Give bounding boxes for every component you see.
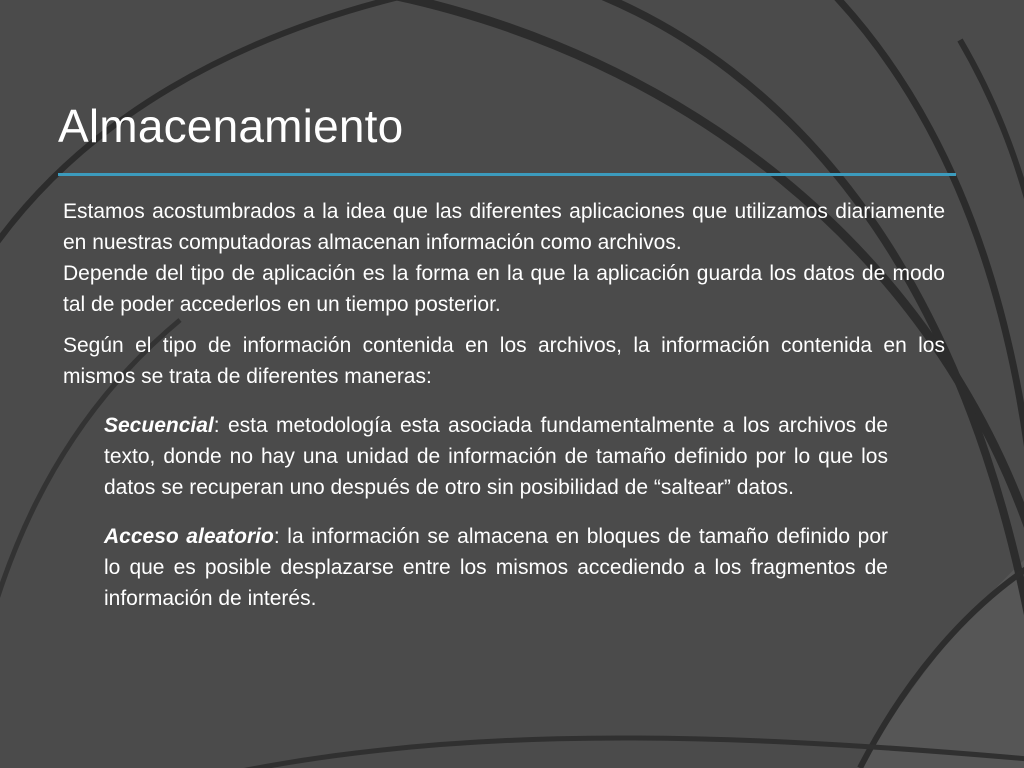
paragraph-application-dependence: Depende del tipo de aplicación es la forma en la que la aplicación guarda los datos de modo tal de poder accederlos en un tiempo posterior. [63,262,945,316]
title-underline [58,173,956,176]
description-sequential: : esta metodología esta asociada fundamentalmente a los archivos de texto, donde no hay una unidad de información de tamaño definido por lo que los datos se recuperan uno después de otro sin posibilidad de “saltear” datos. [104,414,888,499]
term-sequential: Secuencial [104,414,214,437]
description-random-access: : la información se almacena en bloques de tamaño definido por lo que es posible desplazarse entre los mismos accediendo a los fragmentos de información de interés. [104,525,888,610]
list-item-random-access [104,521,888,614]
paragraph-info-types: Según el tipo de información contenida en los archivos, la información contenida en los mismos se trata de diferentes maneras: [63,334,945,388]
slide-title: Almacenamiento [58,100,404,152]
term-random-access: Acceso aleatorio [104,525,274,548]
paragraph-intro: Estamos acostumbrados a la idea que las diferentes aplicaciones que utilizamos diariamente en nuestras computadoras almacenan información como archivos. [63,200,945,254]
list-item-sequential [104,410,888,503]
slide-body [63,196,945,614]
